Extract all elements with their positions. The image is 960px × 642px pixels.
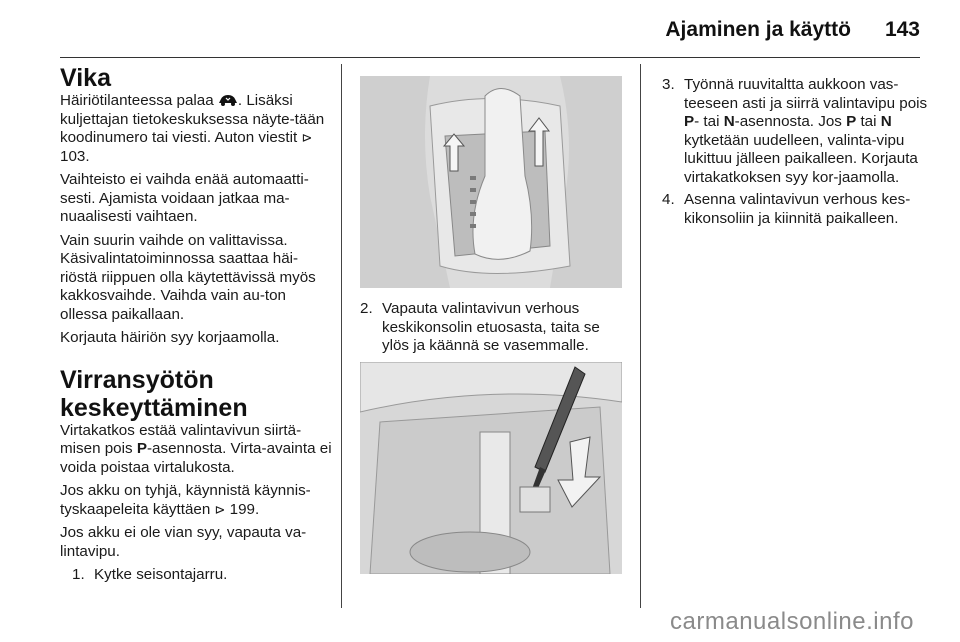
section-title-fault: Vika	[60, 64, 111, 92]
column-2	[360, 64, 622, 574]
text-span: tai	[856, 113, 881, 130]
header-divider	[60, 57, 920, 58]
title-line-2: keskeyttäminen	[60, 393, 248, 422]
step-3	[662, 76, 932, 187]
paragraph-fault-light	[60, 92, 332, 166]
step-text: Asenna valintavivun verhous kes-kikonsoliin ja kiinnitä paikalleen.	[684, 191, 911, 227]
page-header	[665, 18, 920, 42]
text-span: Virtakatkos estää valintavivun siirtä-misen pois	[60, 421, 302, 457]
text-span: - tai	[694, 113, 724, 130]
step-number: 3.	[662, 76, 675, 93]
step-4	[662, 191, 932, 228]
page-ref: 199.	[225, 500, 260, 518]
step-text: Kytke seisontajarru.	[94, 566, 228, 583]
page-ref-icon: ⊳	[301, 130, 313, 145]
text-span: Jos akku on tyhjä, käynnistä käynnis-tyskaapeleita käyttäen	[60, 482, 311, 518]
text-span: Häiriötilanteessa palaa	[60, 92, 218, 109]
bold-text: P	[684, 113, 695, 130]
text-span: kytketään uudelleen, valinta-vipu lukittuu jälleen paikalleen. Korjauta virtakatkoksen syy kor-jaamolla.	[684, 131, 918, 186]
car-warning-icon	[218, 92, 238, 109]
paragraph-highest-gear: Vain suurin vaihde on valittavissa. Käsivalintatoiminnossa saattaa häi-riöstä riippuen olla käytettävissä myös kakkosvaihde. Vaihda vain au-ton ollessa paikallaan.	[60, 231, 316, 323]
bold-text: P	[136, 440, 147, 457]
column-1	[60, 64, 332, 589]
step-number: 4.	[662, 191, 675, 208]
step-number: 1.	[72, 566, 85, 583]
column-divider-2	[640, 64, 641, 608]
title-line-1: Virransyötön	[60, 365, 214, 394]
paragraph-battery	[60, 482, 332, 519]
bold-text: N	[880, 113, 892, 130]
text-span: -asennosta. Virta-avainta ei voida poistaa virtalukosta.	[60, 440, 332, 476]
paragraph-repair: Korjauta häiriön syy korjaamolla.	[60, 329, 280, 346]
watermark: carmanualsonline.info	[670, 608, 914, 635]
step-text	[684, 76, 932, 187]
section-title-power-interruption	[60, 366, 332, 422]
paragraph-power-cut	[60, 422, 332, 478]
paragraph-no-auto-shift: Vaihteisto ei vaihda enää automaatti-sesti. Ajamista voidaan jatkaa ma-nuaalisesti vaihtaen.	[60, 171, 309, 225]
step-text: Vapauta valintavivun verhous keskikonsolin etuosasta, taita se ylös ja käännä se vasemmalle.	[382, 300, 600, 354]
text-span: Työnnä ruuvitaltta aukkoon vas-teeseen asti ja siirrä valintavipu pois	[684, 76, 928, 112]
bold-text: P	[846, 113, 857, 130]
page-ref: 103.	[60, 147, 90, 165]
bold-text: N	[723, 113, 735, 130]
column-divider-1	[341, 64, 342, 608]
step-number: 2.	[360, 300, 373, 317]
page-ref-icon: ⊳	[214, 501, 226, 517]
text-span: -asennosta. Jos	[734, 113, 847, 130]
screwdriver-illustration	[360, 362, 622, 574]
step-2	[360, 300, 622, 356]
paragraph-release-lever: Jos akku ei ole vian syy, vapauta va-lintavipu.	[60, 524, 307, 560]
step-1	[72, 566, 332, 585]
gear-lever-illustration	[360, 76, 622, 288]
text-span: . Lisäksi kuljettajan tietokeskuksessa näyte-tään koodinumero tai viesti. Auton viestit	[60, 92, 325, 146]
header-title: Ajaminen ja käyttö	[665, 18, 851, 41]
column-3	[662, 64, 932, 232]
page-number: 143	[884, 18, 920, 41]
